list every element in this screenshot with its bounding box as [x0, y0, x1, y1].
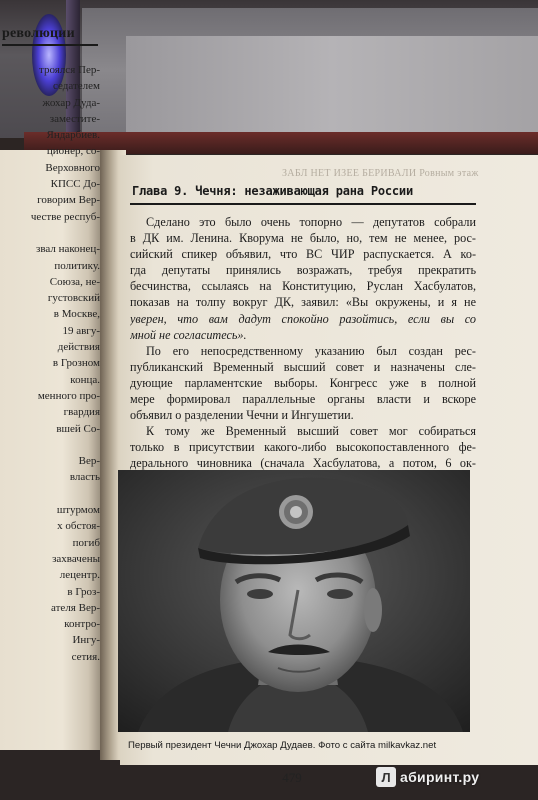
body-text-line: мере формировал параллельные органы власти и вскоре [130, 392, 476, 407]
left-page-running-header: революции [2, 26, 98, 46]
left-text-line: Яндарбиев. [46, 129, 100, 142]
body-text-line: гда депутаты принялись возражать, требуя прекратить [130, 263, 476, 278]
left-text-line: седателем [53, 80, 100, 93]
left-text-line: говорим Вер- [37, 194, 100, 207]
page-number: 479 [282, 770, 302, 785]
left-text-line: в Москве, [53, 308, 100, 321]
chapter-running-header: Глава 9. Чечня: незаживающая рана России [132, 184, 413, 198]
scanner-lid-bright-area [126, 36, 538, 132]
left-text-line: конца. [70, 373, 100, 386]
left-page-text [2, 62, 100, 665]
body-text-line: бесчинства, ссылаясь на Конституцию, Руслан Хасбулатов, [130, 279, 476, 294]
left-text-line: х обстоя- [57, 520, 100, 533]
watermark-text: абиринт.ру [400, 769, 480, 785]
body-text-line: только в присутствии какого-либо высокопоставленного фе- [130, 440, 476, 455]
left-text-line: звал наконец- [36, 243, 100, 256]
left-text-line [2, 486, 100, 502]
left-text-line: Вер- [78, 455, 100, 468]
body-text-line: Сделано это было очень топорно — депутатов собрали [146, 215, 476, 229]
left-text-line: ателя Вер- [51, 601, 100, 614]
left-text-line [2, 225, 100, 241]
labirint-logo-letter: Л [381, 769, 391, 785]
body-text-line: дующие парламентские выборы. Конгресс уже в полной [130, 375, 476, 390]
portrait-photo-image [118, 470, 470, 732]
left-text-line: в Гроз- [67, 585, 100, 598]
left-text-line: вшей Со- [56, 422, 100, 435]
left-text-line: Верховного [45, 161, 100, 174]
left-text-line: сетия. [71, 650, 100, 663]
left-text-line [2, 437, 100, 453]
body-text-line: в ДК им. Ленина. Кворума не было, но, тем не менее, рос- [130, 231, 476, 246]
left-text-line: власть [69, 471, 100, 484]
left-text-line: действия [57, 341, 100, 354]
body-text-line: По его непосредственному указанию был создан рес- [146, 343, 476, 358]
show-through-text: ЗАБЛ НЕТ ИЗЕЕ БЕРИВАЛИ Ровным этаж [282, 168, 479, 179]
left-text-line: жохар Дуда- [42, 96, 100, 109]
body-text-line: дерального чиновника (сначала Хасбулатова, а потом, 6 ок- [130, 456, 476, 471]
body-text-line: уверен, что вам дадут спокойно разойтись, если вы со [130, 311, 476, 326]
left-text-line: честве респуб- [30, 210, 100, 223]
body-text-line: мной не согласитесь». [130, 327, 247, 342]
left-text-line: густовский [47, 292, 100, 305]
left-text-line: контро- [64, 618, 100, 631]
left-text-line: заместите- [49, 112, 100, 125]
left-text-line: КПСС Дo- [50, 178, 100, 191]
body-text-line: сийский спикер объявил, что ВС ЧИР распускается. А ко- [130, 247, 476, 262]
left-text-line: политику. [54, 259, 100, 272]
left-text-line: Ингу- [72, 634, 100, 647]
left-text-line: погиб [72, 536, 100, 549]
photo-caption: Первый президент Чечни Джохар Дудаев. Фото с сайта milkavkaz.net [128, 740, 437, 751]
body-text-line: К тому же Временный высший совет мог собираться [146, 424, 476, 439]
left-text-line: менного про- [37, 389, 100, 402]
left-text-line: в Грозном [52, 357, 100, 370]
left-text-line: троялся Пер- [39, 64, 100, 76]
portrait-photo [118, 470, 470, 732]
body-text-line: объявил о разделении Чечни и Ингушетии. [130, 408, 354, 423]
left-text-line: ционер, со- [46, 145, 100, 158]
left-text-line: штурмом [56, 504, 100, 517]
left-text-line: Союза, не- [49, 275, 100, 288]
body-text [130, 214, 476, 488]
left-text-line: захвачены [52, 552, 100, 565]
header-rule [130, 203, 476, 205]
labirint-logo-icon [376, 767, 396, 787]
left-text-line: лецентр. [59, 569, 100, 582]
left-text-line: 19 авгу- [62, 324, 100, 337]
body-text-line: показав на толпу вокруг ДК, заявил: «Вы окружены, и я не [130, 295, 476, 310]
left-text-line: гвардия [63, 406, 100, 419]
body-text-line: публиканский Временный высший совет и назначены сле- [130, 359, 476, 374]
labirint-watermark [376, 762, 536, 792]
